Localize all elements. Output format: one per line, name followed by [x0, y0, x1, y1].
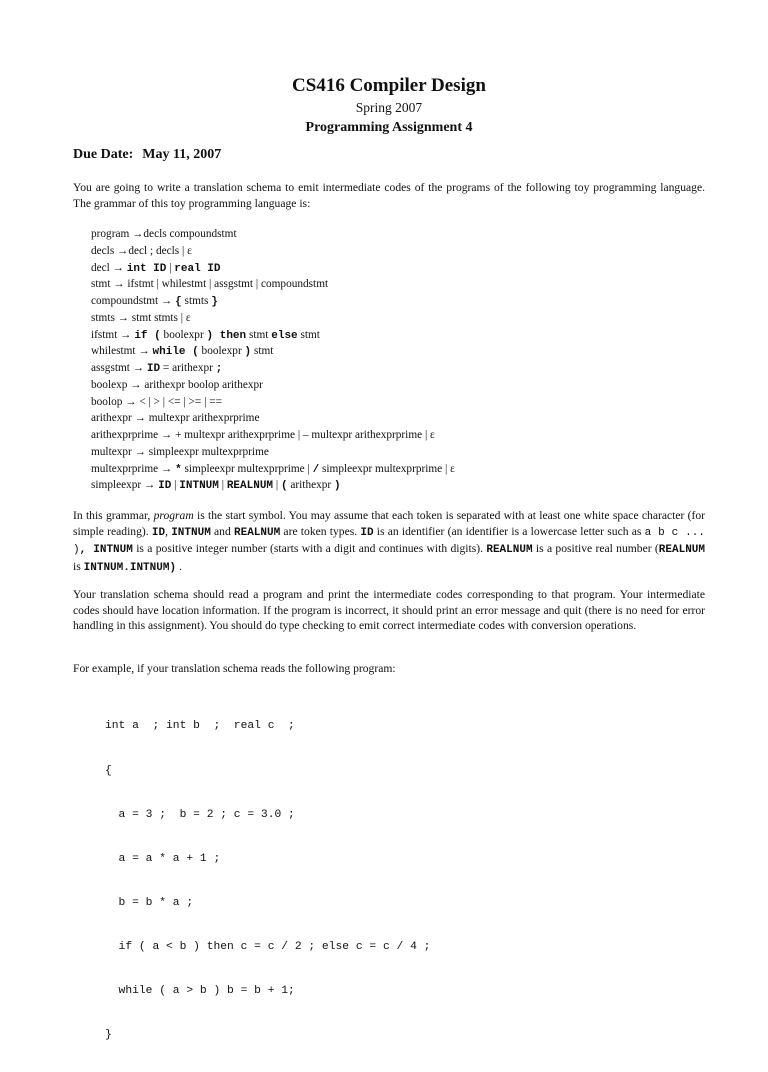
grammar-rule-stmts: stmts → stmt stmts | ε [91, 311, 191, 324]
due-date [73, 147, 221, 163]
code-line: a = 3 ; b = 2 ; c = 3.0 ; [105, 808, 295, 821]
due-date-value: May 11, 2007 [142, 147, 222, 162]
grammar-rule-compoundstmt: compoundstmt → { stmts } [91, 295, 218, 308]
grammar-block [91, 226, 455, 494]
code-line: { [105, 764, 112, 777]
grammar-rule-simpleexpr: simpleexpr → ID | INTNUM | REALNUM | ( arithexpr ) [91, 479, 341, 493]
grammar-rule-multexprprime: multexprprime → * simpleexpr multexprprime | / simpleexpr multexprprime | ε [91, 462, 455, 476]
grammar-rule-whilestmt: whilestmt → while ( boolexpr ) stmt [91, 345, 274, 359]
course-title: CS416 Compiler Design [292, 75, 486, 96]
code-line: b = b * a ; [105, 896, 194, 909]
grammar-rule-arithexprprime: arithexprprime → + multexpr arithexprprime | – multexpr arithexprprime | ε [91, 429, 435, 441]
grammar-rule-boolop: boolop → < | > | <= | >= | == [91, 395, 222, 408]
due-date-label: Due Date: [73, 147, 134, 162]
code-line: } [105, 1029, 112, 1042]
example-intro-paragraph: For example, if your translation schema reads the following program: [73, 662, 396, 675]
translation-schema-paragraph: Your translation schema should read a program and print the intermediate codes corresponding to that program. Your intermediate codes should have location information. If the program is incorrect, it should print an error message and quit (there is no need for error handling in this assignment). You should do type checking to emit correct intermediate codes with conversion operations. [73, 588, 705, 632]
code-line: if ( a < b ) then c = c / 2 ; else c = c / 4 ; [105, 940, 431, 953]
intro-paragraph: You are going to write a translation schema to emit intermediate codes of the programs of the following toy programming language. The grammar of this toy programming language is: [73, 181, 705, 210]
code-line: a = a * a + 1 ; [105, 852, 221, 865]
grammar-rule-ifstmt: ifstmt → if ( boolexpr ) then stmt else stmt [91, 328, 320, 342]
example-program-code [105, 690, 430, 1072]
grammar-rule-stmt: stmt → ifstmt | whilestmt | assgstmt | compoundstmt [91, 278, 329, 291]
semester: Spring 2007 [355, 100, 423, 115]
token-description-paragraph: In this grammar, program is the start symbol. You may assume that each token is separated with at least one white space character (for simple reading). ID, INTNUM and REALNUM are token types. ID is an identifier (an identifier is a lowercase letter such as a b c ... ), INTNUM is a positive integer number (starts with a digit and continues with digits). REALNUM is a positive real number (REALNUM is INTNUM.INTNUM) . [73, 509, 706, 574]
grammar-rule-arithexpr: arithexpr → multexpr arithexprprime [91, 412, 260, 425]
document-header [0, 74, 768, 138]
grammar-rule-boolexp: boolexp → arithexpr boolop arithexpr [91, 378, 263, 391]
grammar-rule-assgstmt: assgstmt → ID = arithexpr ; [91, 362, 223, 375]
grammar-rule-decl: decl → int ID | real ID [91, 261, 221, 275]
grammar-rule-multexpr: multexpr → simpleexpr multexprprime [91, 445, 269, 458]
grammar-rule-program: program →decls compoundstmt [91, 228, 237, 240]
code-line: int a ; int b ; real c ; [105, 720, 295, 733]
grammar-rule-decls: decls →decl ; decls | ε [91, 244, 192, 257]
code-line: while ( a > b ) b = b + 1; [105, 984, 295, 997]
assignment-title: Programming Assignment 4 [305, 120, 473, 135]
